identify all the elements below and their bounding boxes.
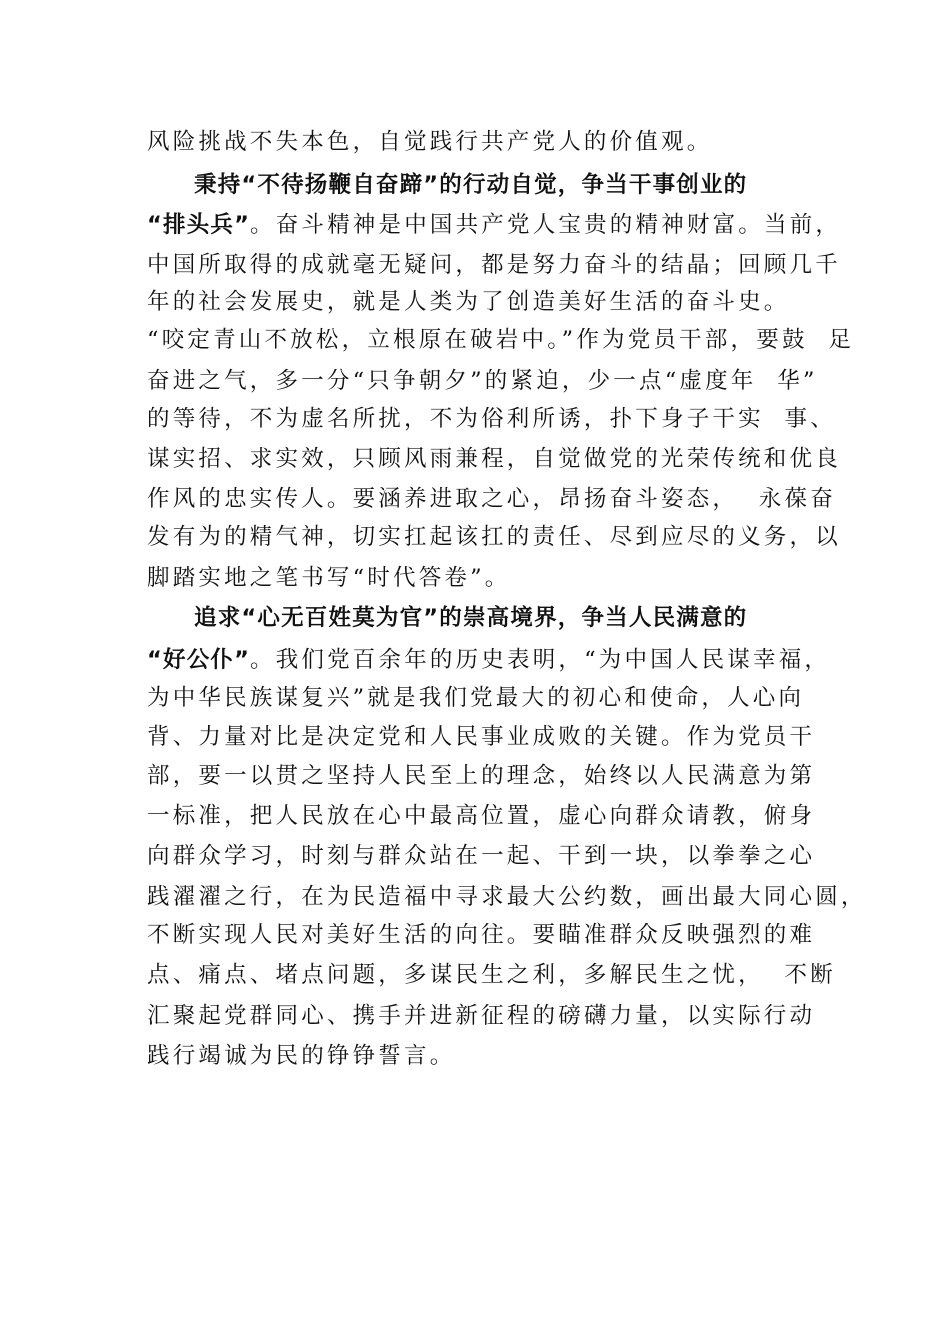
- paragraph-line: 践濯濯之行，在为民造福中寻求最大公约数，画出最大同心圆，: [147, 884, 867, 910]
- section-heading-2-keyword: “好公仆”: [147, 647, 251, 673]
- paragraph-line: 中国所取得的成就毫无疑问，都是努力奋斗的结晶；回顾几千: [147, 252, 841, 278]
- paragraph-line: 谋实招、求实效，只顾风雨兼程，自觉做党的光荣传统和优良: [147, 446, 841, 472]
- paragraph-line: 点、痛点、堵点问题，多谋民生之利，多解民生之忧， 不断: [147, 962, 836, 988]
- paragraph-line: 为中华民族谋复兴”就是我们党最大的初心和使命，人心向: [147, 685, 805, 711]
- paragraph-line: 汇聚起党群同心、携手并进新征程的磅礴力量，以实际行动: [147, 1003, 816, 1029]
- paragraph-line: 发有为的精气神，切实扛起该扛的责任、尽到应尽的义务，以: [147, 524, 841, 550]
- paragraph-line: 部，要一以贯之坚持人民至上的理念，始终以人民满意为第: [147, 763, 816, 789]
- paragraph-line: 的等待，不为虚名所扰，不为俗利所诱，扑下身子干实 事、: [147, 406, 836, 432]
- paragraph-line: 奋进之气，多一分“只争朝夕”的紧迫，少一点“虚度年 华”: [147, 368, 818, 394]
- section-heading-2: 追求“心无百姓莫为官”的崇高境界，争当人民满意的: [194, 605, 748, 631]
- section-heading-1-keyword: “排头兵”: [147, 212, 251, 238]
- paragraph-line: 年的社会发展史，就是人类为了创造美好生活的奋斗史。: [147, 289, 790, 315]
- paragraph-line: 。我们党百余年的历史表明，“为中国人民谋幸福，: [250, 647, 831, 673]
- paragraph-line: 践行竭诚为民的铮铮誓言。: [147, 1043, 456, 1069]
- paragraph-line: 不断实现人民对美好生活的向往。要瞄准群众反映强烈的难: [147, 922, 816, 948]
- paragraph-line: 向群众学习，时刻与群众站在一起、干到一块，以拳拳之心: [147, 843, 816, 869]
- paragraph-line: 背、力量对比是决定党和人民事业成败的关键。作为党员干: [147, 724, 816, 750]
- paragraph-line: 一标准，把人民放在心中最高位置，虚心向群众请教，俯身: [147, 803, 816, 829]
- section-heading-1: 秉持“不待扬鞭自奋蹄”的行动自觉，争当干事创业的: [194, 172, 748, 198]
- paragraph-line: 。奋斗精神是中国共产党人宝贵的精神财富。当前，: [250, 212, 842, 238]
- paragraph-line: 作风的忠实传人。要涵养进取之心，昂扬奋斗姿态， 永葆奋: [147, 486, 836, 512]
- paragraph-line: 风险挑战不失本色，自觉践行共产党人的价值观。: [147, 129, 713, 155]
- paragraph-line: “咬定青山不放松，立根原在破岩中。”作为党员干部，要鼓 足: [147, 327, 855, 353]
- paragraph-line: 脚踏实地之笔书写“时代答卷”。: [147, 565, 511, 591]
